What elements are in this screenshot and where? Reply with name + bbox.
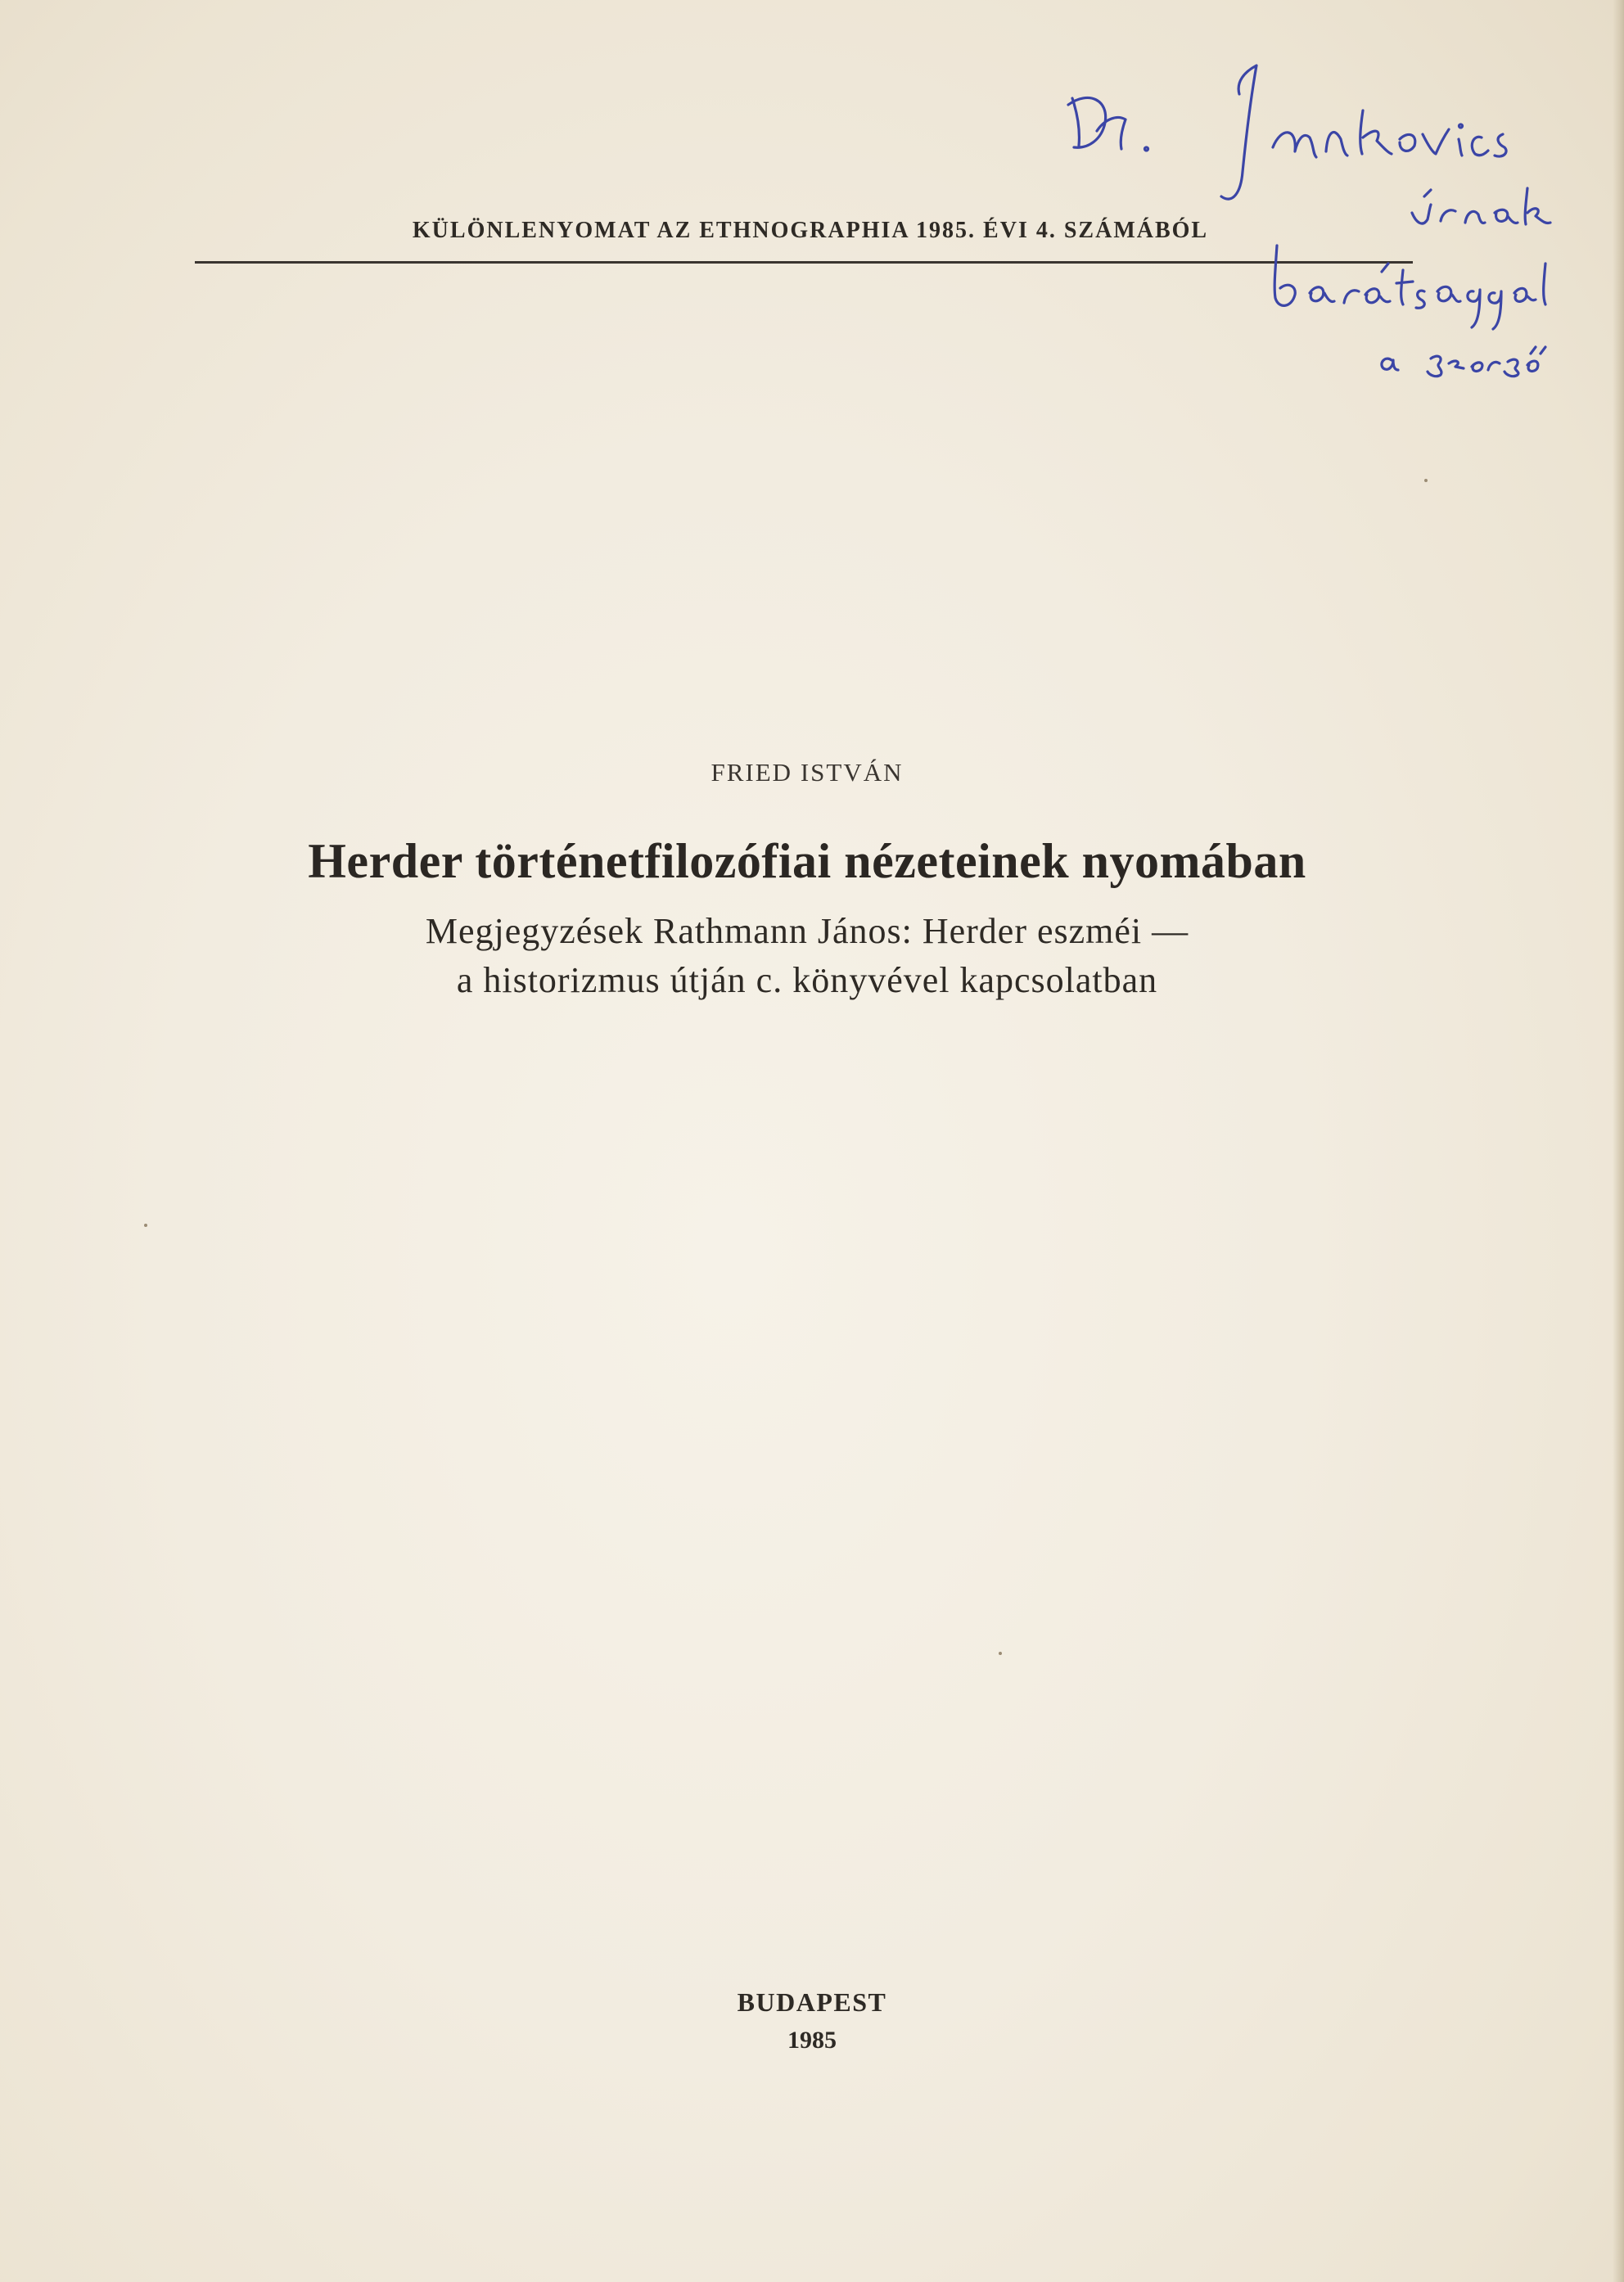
page-edge-shadow bbox=[1613, 0, 1624, 2282]
paper-speck bbox=[1424, 479, 1428, 482]
paper-speck bbox=[999, 1652, 1002, 1655]
subtitle-line-2: a historizmus útján c. könyvével kapcsolatban bbox=[456, 960, 1158, 1000]
offprint-header: KÜLÖNLENYOMAT AZ ETHNOGRAPHIA 1985. ÉVI 4. SZÁMÁBÓL bbox=[412, 218, 1209, 243]
subtitle-line-1: Megjegyzések Rathmann János: Herder eszméi — bbox=[425, 911, 1189, 951]
imprint-year: 1985 bbox=[787, 2027, 837, 2054]
paper-speck bbox=[144, 1224, 147, 1227]
author-name: FRIED ISTVÁN bbox=[710, 758, 904, 787]
handwritten-inscription bbox=[1040, 49, 1613, 458]
document-title: Herder történetfilozófiai nézeteinek nyomában bbox=[308, 834, 1306, 888]
imprint-place: BUDAPEST bbox=[737, 1987, 887, 2017]
